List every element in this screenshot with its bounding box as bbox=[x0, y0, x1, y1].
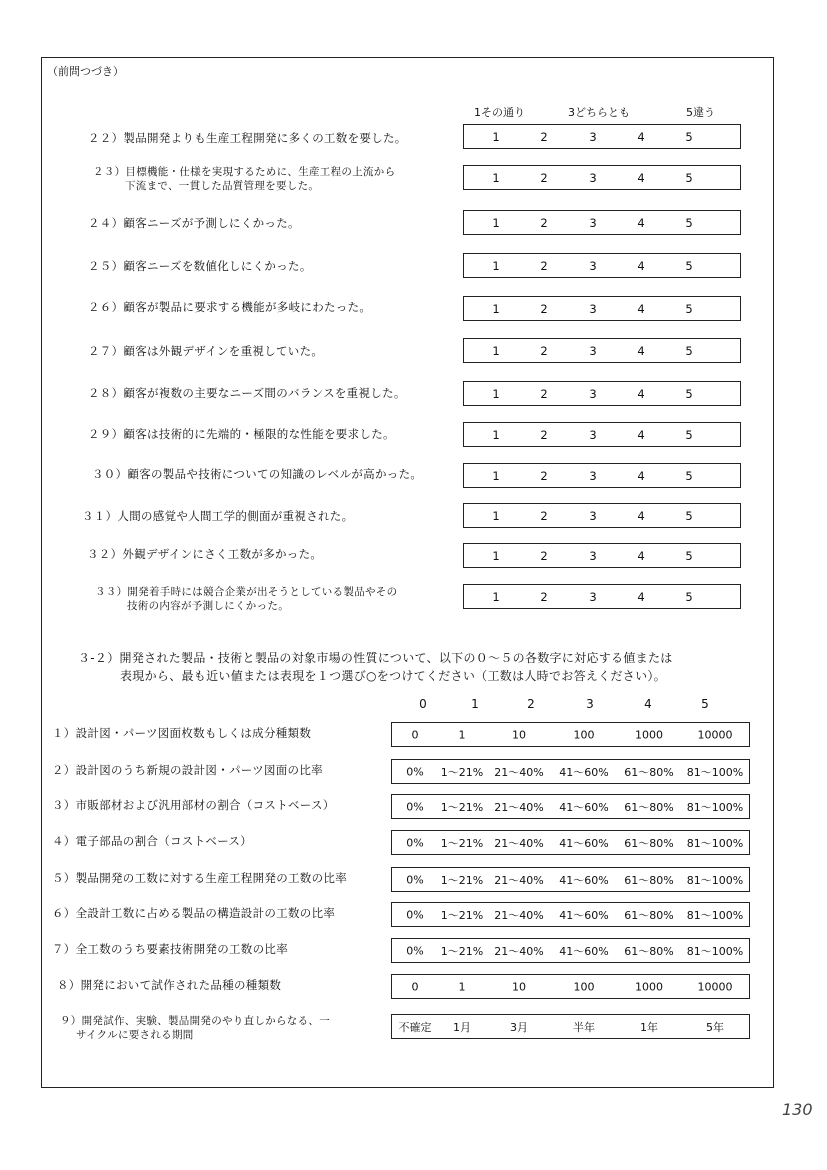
choice-option[interactable]: 10 bbox=[512, 728, 526, 741]
rating-option[interactable]: 3 bbox=[589, 386, 597, 401]
rating-option[interactable]: 1 bbox=[492, 508, 500, 523]
question-text bbox=[88, 259, 312, 274]
choice-option[interactable]: 41～60% bbox=[559, 836, 609, 850]
choice-option[interactable]: 21～40% bbox=[494, 836, 544, 850]
item-text bbox=[52, 763, 323, 778]
question-text bbox=[93, 165, 395, 193]
rating-scale-box bbox=[463, 584, 741, 609]
rating-option[interactable]: 5 bbox=[685, 427, 693, 442]
rating-option[interactable]: 4 bbox=[637, 170, 645, 185]
choice-option[interactable]: 1～21% bbox=[440, 873, 484, 887]
item-text bbox=[60, 1014, 330, 1042]
question-line: 下流まで、一貫した品質管理を要した。 bbox=[125, 180, 320, 192]
option-box bbox=[391, 722, 750, 747]
scale-header-3: 5違う bbox=[686, 106, 715, 119]
choice-option[interactable]: 1 bbox=[458, 980, 466, 993]
rating-option[interactable]: 4 bbox=[637, 343, 645, 358]
rating-option[interactable]: 2 bbox=[540, 386, 548, 401]
continued-label: （前問つづき） bbox=[47, 65, 124, 78]
question-text bbox=[88, 300, 371, 315]
rating-option[interactable]: 3 bbox=[589, 589, 597, 604]
rating-option[interactable]: 1 bbox=[492, 548, 500, 563]
rating-option[interactable]: 1 bbox=[492, 343, 500, 358]
rating-option[interactable]: 1 bbox=[492, 427, 500, 442]
choice-option[interactable]: 1年 bbox=[640, 1020, 658, 1034]
rating-option[interactable]: 1 bbox=[492, 386, 500, 401]
rating-scale-box bbox=[463, 296, 741, 321]
choice-option[interactable]: 10000 bbox=[697, 728, 733, 741]
rating-option[interactable]: 5 bbox=[685, 468, 693, 483]
choice-option[interactable]: 21～40% bbox=[494, 873, 544, 887]
rating-option[interactable]: 5 bbox=[685, 343, 693, 358]
item-line: ４）電子部品の割合（コストベース） bbox=[52, 834, 253, 848]
item-line: ２）設計図のうち新規の設計図・パーツ図面の比率 bbox=[52, 763, 323, 777]
page-number: 130 bbox=[782, 1100, 813, 1119]
rating-scale-box bbox=[463, 210, 741, 235]
rating-option[interactable]: 4 bbox=[637, 427, 645, 442]
question-line: ２２）製品開発よりも生産工程開発に多くの工数を要した。 bbox=[88, 131, 407, 145]
question-line: ２６）顧客が製品に要求する機能が多岐にわたった。 bbox=[88, 300, 372, 314]
item-text bbox=[52, 906, 335, 921]
choice-option[interactable]: 0 bbox=[411, 980, 419, 993]
rating-option[interactable]: 3 bbox=[589, 343, 597, 358]
item-text bbox=[52, 798, 335, 813]
rating-option[interactable]: 1 bbox=[492, 258, 500, 273]
column-header-2: 2 bbox=[527, 697, 535, 711]
choice-option[interactable]: 0% bbox=[406, 873, 424, 886]
rating-option[interactable]: 4 bbox=[637, 215, 645, 230]
question-line: ２８）顧客が複数の主要なニーズ間のバランスを重視した。 bbox=[88, 386, 406, 400]
question-line: 技術の内容が予測しにくかった。 bbox=[127, 600, 289, 612]
choice-option[interactable]: 1～21% bbox=[440, 800, 484, 814]
choice-option[interactable]: 81～100% bbox=[686, 765, 744, 779]
option-box bbox=[391, 938, 750, 963]
item-line: ６）全設計工数に占める製品の構造設計の工数の比率 bbox=[52, 906, 336, 920]
item-line: ３）市販部材および汎用部材の割合（コストベース） bbox=[52, 798, 335, 812]
choice-option[interactable]: 81～100% bbox=[686, 873, 744, 887]
rating-option[interactable]: 3 bbox=[589, 548, 597, 563]
question-text bbox=[87, 547, 322, 562]
rating-option[interactable]: 2 bbox=[540, 508, 548, 523]
item-text bbox=[57, 978, 281, 993]
rating-option[interactable]: 2 bbox=[540, 129, 548, 144]
question-text bbox=[92, 467, 422, 482]
question-text bbox=[88, 386, 406, 401]
choice-option[interactable]: 1000 bbox=[635, 980, 663, 993]
item-line: ５）製品開発の工数に対する生産工程開発の工数の比率 bbox=[52, 871, 347, 885]
rating-option[interactable]: 5 bbox=[685, 258, 693, 273]
rating-option[interactable]: 5 bbox=[685, 508, 693, 523]
column-header-4: 4 bbox=[644, 697, 652, 711]
scale-header-1: 1その通り bbox=[474, 106, 525, 119]
rating-option[interactable]: 4 bbox=[637, 129, 645, 144]
choice-option[interactable]: 41～60% bbox=[559, 908, 609, 922]
rating-option[interactable]: 5 bbox=[685, 548, 693, 563]
choice-option[interactable]: 21～40% bbox=[494, 944, 544, 958]
scale-header-2: 3どちらとも bbox=[568, 106, 630, 119]
rating-option[interactable]: 3 bbox=[589, 129, 597, 144]
rating-scale-box bbox=[463, 543, 741, 568]
section-3-2-line1: ３-２）開発された製品・技術と製品の対象市場の性質について、以下の０～５の各数字に対応する値または bbox=[78, 651, 673, 665]
choice-option[interactable]: 3月 bbox=[510, 1020, 528, 1034]
choice-option[interactable]: 1～21% bbox=[440, 908, 484, 922]
item-text bbox=[52, 834, 252, 849]
rating-option[interactable]: 1 bbox=[492, 170, 500, 185]
column-header-5: 5 bbox=[701, 697, 709, 711]
rating-option[interactable]: 4 bbox=[637, 386, 645, 401]
choice-option[interactable]: 21～40% bbox=[494, 908, 544, 922]
rating-option[interactable]: 2 bbox=[540, 301, 548, 316]
choice-option[interactable]: 10 bbox=[512, 980, 526, 993]
rating-option[interactable]: 2 bbox=[540, 589, 548, 604]
choice-option[interactable]: 81～100% bbox=[686, 908, 744, 922]
rating-scale-box bbox=[463, 338, 741, 363]
choice-option[interactable]: 21～40% bbox=[494, 800, 544, 814]
rating-option[interactable]: 5 bbox=[685, 301, 693, 316]
choice-option[interactable]: 61～80% bbox=[624, 944, 674, 958]
option-box bbox=[391, 902, 750, 927]
rating-scale-box bbox=[463, 503, 741, 528]
item-line: ８）開発において試作された品種の種類数 bbox=[57, 978, 282, 992]
column-header-1: 1 bbox=[471, 697, 479, 711]
question-line: ２７）顧客は外観デザインを重視していた。 bbox=[88, 344, 324, 358]
rating-option[interactable]: 3 bbox=[589, 301, 597, 316]
choice-option[interactable]: 41～60% bbox=[559, 873, 609, 887]
question-text bbox=[82, 509, 353, 524]
choice-option[interactable]: 0 bbox=[411, 728, 419, 741]
rating-option[interactable]: 4 bbox=[637, 508, 645, 523]
question-line: ２５）顧客ニーズを数値化しにくかった。 bbox=[88, 259, 312, 273]
rating-option[interactable]: 3 bbox=[589, 215, 597, 230]
choice-option[interactable]: 61～80% bbox=[624, 836, 674, 850]
item-text bbox=[52, 942, 288, 957]
choice-option[interactable]: 0% bbox=[406, 800, 424, 813]
question-line: ２３）目標機能・仕様を実現するために、生産工程の上流から bbox=[93, 166, 396, 178]
option-box bbox=[391, 974, 750, 999]
choice-option[interactable]: 1～21% bbox=[440, 944, 484, 958]
rating-scale-box bbox=[463, 165, 741, 190]
question-text bbox=[88, 216, 300, 231]
rating-option[interactable]: 2 bbox=[540, 215, 548, 230]
item-line: ７）全工数のうち要素技術開発の工数の比率 bbox=[52, 942, 288, 956]
choice-option[interactable]: 61～80% bbox=[624, 873, 674, 887]
item-text bbox=[52, 871, 347, 886]
choice-option[interactable]: 不確定 bbox=[398, 1020, 432, 1034]
rating-option[interactable]: 4 bbox=[637, 258, 645, 273]
rating-option[interactable]: 3 bbox=[589, 468, 597, 483]
rating-option[interactable]: 1 bbox=[492, 215, 500, 230]
rating-option[interactable]: 4 bbox=[637, 301, 645, 316]
rating-option[interactable]: 5 bbox=[685, 215, 693, 230]
rating-scale-box bbox=[463, 422, 741, 447]
rating-option[interactable]: 2 bbox=[540, 343, 548, 358]
section-3-2-line2: 表現から、最も近い値または表現を１つ選び○をつけてください（工数は人時でお答えください）。 bbox=[120, 669, 666, 683]
choice-option[interactable]: 1月 bbox=[453, 1020, 471, 1034]
rating-option[interactable]: 3 bbox=[589, 427, 597, 442]
choice-option[interactable]: 41～60% bbox=[559, 800, 609, 814]
rating-option[interactable]: 5 bbox=[685, 589, 693, 604]
rating-option[interactable]: 2 bbox=[540, 468, 548, 483]
choice-option[interactable]: 81～100% bbox=[686, 944, 744, 958]
choice-option[interactable]: 100 bbox=[573, 728, 595, 741]
choice-option[interactable]: 0% bbox=[406, 944, 424, 957]
choice-option[interactable]: 1～21% bbox=[440, 836, 484, 850]
choice-option[interactable]: 100 bbox=[573, 980, 595, 993]
option-box bbox=[391, 1014, 750, 1039]
question-line: ３０）顧客の製品や技術についての知識のレベルが高かった。 bbox=[92, 467, 423, 481]
rating-scale-box bbox=[463, 381, 741, 406]
question-line: ３３）開発着手時には競合企業が出そうとしている製品やその bbox=[95, 586, 398, 598]
question-line: ２９）顧客は技術的に先端的・極限的な性能を要求した。 bbox=[88, 427, 395, 441]
option-box bbox=[391, 759, 750, 784]
column-header-3: 3 bbox=[586, 697, 594, 711]
choice-option[interactable]: 41～60% bbox=[559, 944, 609, 958]
item-line: サイクルに要される期間 bbox=[76, 1029, 194, 1041]
question-line: ２４）顧客ニーズが予測しにくかった。 bbox=[88, 216, 300, 230]
rating-option[interactable]: 2 bbox=[540, 548, 548, 563]
choice-option[interactable]: 81～100% bbox=[686, 800, 744, 814]
item-line: ９）開発試作、実験、製品開発のやり直しからなる、一 bbox=[60, 1015, 330, 1027]
rating-scale-box bbox=[463, 124, 741, 149]
rating-scale-box bbox=[463, 463, 741, 488]
rating-option[interactable]: 1 bbox=[492, 589, 500, 604]
question-text bbox=[88, 131, 407, 146]
rating-option[interactable]: 1 bbox=[492, 301, 500, 316]
rating-option[interactable]: 2 bbox=[540, 170, 548, 185]
choice-option[interactable]: 81～100% bbox=[686, 836, 744, 850]
rating-option[interactable]: 4 bbox=[637, 548, 645, 563]
rating-option[interactable]: 1 bbox=[492, 468, 500, 483]
option-box bbox=[391, 830, 750, 855]
question-line: ３２）外観デザインにさく工数が多かった。 bbox=[87, 547, 323, 561]
choice-option[interactable]: 1 bbox=[458, 728, 466, 741]
choice-option[interactable]: 41～60% bbox=[559, 765, 609, 779]
question-text bbox=[95, 585, 397, 613]
choice-option[interactable]: 5年 bbox=[706, 1020, 724, 1034]
option-box bbox=[391, 794, 750, 819]
rating-option[interactable]: 3 bbox=[589, 508, 597, 523]
choice-option[interactable]: 61～80% bbox=[624, 908, 674, 922]
item-line: １）設計図・パーツ図面枚数もしくは成分種類数 bbox=[52, 726, 312, 740]
rating-option[interactable]: 3 bbox=[589, 258, 597, 273]
choice-option[interactable]: 1～21% bbox=[440, 765, 484, 779]
item-text bbox=[52, 726, 311, 741]
choice-option[interactable]: 1000 bbox=[635, 728, 663, 741]
section-3-2-instructions bbox=[78, 649, 758, 685]
choice-option[interactable]: 10000 bbox=[697, 980, 733, 993]
choice-option[interactable]: 21～40% bbox=[494, 765, 544, 779]
option-box bbox=[391, 867, 750, 892]
rating-option[interactable]: 5 bbox=[685, 170, 693, 185]
choice-option[interactable]: 半年 bbox=[573, 1020, 595, 1034]
rating-option[interactable]: 4 bbox=[637, 468, 645, 483]
column-header-0: 0 bbox=[419, 697, 427, 711]
rating-option[interactable]: 2 bbox=[540, 258, 548, 273]
rating-scale-box bbox=[463, 253, 741, 278]
choice-option[interactable]: 0% bbox=[406, 836, 424, 849]
rating-option[interactable]: 3 bbox=[589, 170, 597, 185]
question-line: ３１）人間の感覚や人間工学的側面が重視された。 bbox=[82, 509, 354, 523]
choice-option[interactable]: 0% bbox=[406, 765, 424, 778]
question-text bbox=[88, 427, 395, 442]
choice-option[interactable]: 0% bbox=[406, 908, 424, 921]
choice-option[interactable]: 61～80% bbox=[624, 800, 674, 814]
rating-option[interactable]: 4 bbox=[637, 589, 645, 604]
rating-option[interactable]: 2 bbox=[540, 427, 548, 442]
choice-option[interactable]: 61～80% bbox=[624, 765, 674, 779]
rating-option[interactable]: 5 bbox=[685, 386, 693, 401]
rating-option[interactable]: 1 bbox=[492, 129, 500, 144]
rating-option[interactable]: 5 bbox=[685, 129, 693, 144]
question-text bbox=[88, 344, 323, 359]
